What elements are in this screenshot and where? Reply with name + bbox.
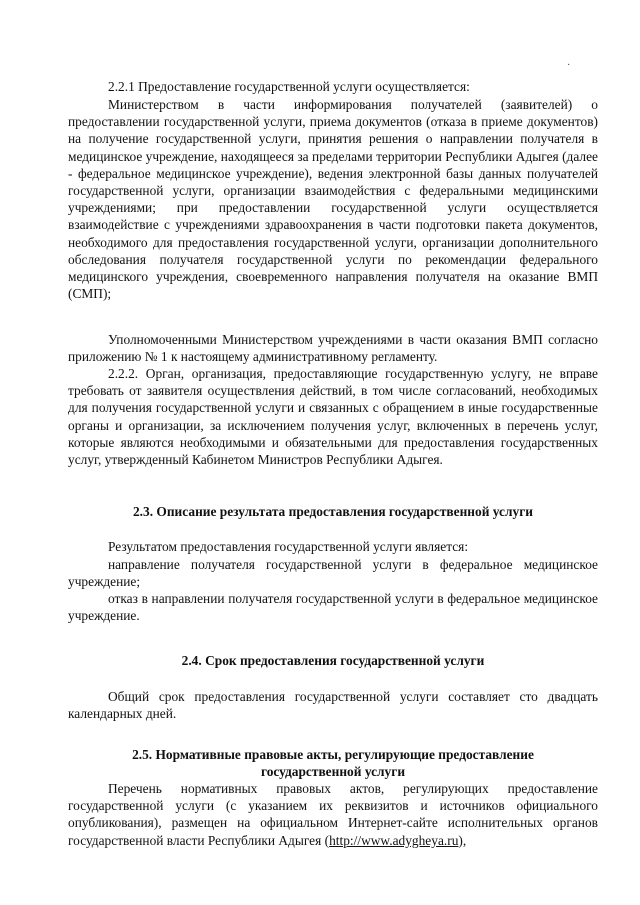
heading-2-5-line1: 2.5. Нормативные правовые акты, регулирующие предоставление <box>132 747 534 762</box>
section-2-2-1-body: Министерством в части информирования получателей (заявителей) о предоставлении государственной услуги, приема документов (отказа в приеме документов) на получение государственной услуги, принятия решения о направлении получателя в медицинское учреждение, находящееся за пределами территории Республики Адыгея (далее - федеральное медицинское учреждение), ведения электронной базы данных получателей государственной услуги, организации взаимодействия с федеральными медицинскими учреждениями; при предоставлении государственной услуги осуществляется взаимодействие с учреждениями здравоохранения в части подготовки пакета документов, необходимого для предоставления государственной услуги, организации дополнительного обследования получателя государственной услуги по рекомендации федерального медицинского учреждения, своевременного направления получателя на оказание ВМП (СМП); <box>68 97 598 302</box>
section-2-5-text: Перечень нормативных правовых актов, регулирующих предоставление государственной услуги (с указанием их реквизитов и источников официального опубликования), размещен на официальном Интернет-сайте исполнительных органов государственной власти Республики Адыгея ( <box>68 781 598 848</box>
section-2-3-item-refusal: отказ в направлении получателя государственной услуги в федеральное медицинское учреждение. <box>68 591 598 624</box>
section-2-2-2: 2.2.2. Орган, организация, предоставляющие государственную услугу, не вправе требовать от заявителя осуществления действий, в том числе согласований, необходимых для получения государственной услуги и связанных с обращением в иные государственные органы и организации, за исключением получения услуг, включенных в перечень услуг, которые являются необходимыми и обязательными для предоставления государственных услуг, утвержденный Кабинетом Министров Республики Адыгея. <box>68 366 598 468</box>
section-2-3-intro: Результатом предоставления государственной услуги является: <box>108 539 469 554</box>
section-2-5-body <box>68 780 598 849</box>
section-2-3-item-direction: направление получателя государственной услуги в федеральное медицинское учреждение; <box>68 557 598 590</box>
paragraph-vmp-institutions: Уполномоченными Министерством учреждениями в части оказания ВМП согласно приложению № 1 к настоящему административному регламенту. <box>68 332 598 365</box>
section-2-4-body: Общий срок предоставления государственной услуги составляет сто двадцать календарных дней. <box>68 689 598 722</box>
section-2-5-end: ), <box>458 832 467 848</box>
heading-2-3: 2.3. Описание результата предоставления государственной услуги <box>132 504 534 519</box>
scan-dot: · <box>567 60 571 71</box>
adygheya-website-link[interactable]: http://www.adygheya.ru <box>329 832 459 848</box>
heading-2-5-line2: государственной услуги <box>260 764 406 779</box>
heading-2-4: 2.4. Срок предоставления государственной услуги <box>181 653 485 668</box>
section-2-2-1-title: 2.2.1 Предоставление государственной услуги осуществляется: <box>108 79 470 94</box>
